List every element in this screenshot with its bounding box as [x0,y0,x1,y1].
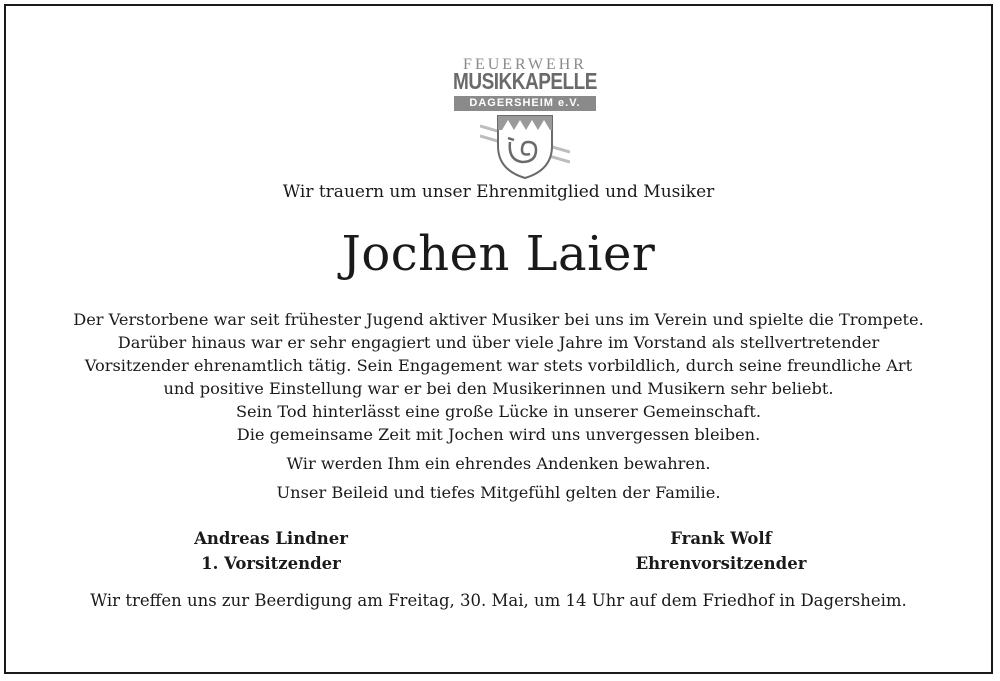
logo-line-1: FEUERWEHR [463,56,587,73]
signatory-role: Ehrenvorsitzender [635,554,807,573]
tribute-line: Sein Tod hinterlässt eine große Lücke in unserer Gemeinschaft. [235,402,762,421]
logo-line-3: DAGERSHEIM e.V. [469,97,581,109]
signatory-name: Andreas Lindner [194,529,348,548]
tribute-line: Die gemeinsame Zeit mit Jochen wird uns unvergessen bleiben. [236,425,761,444]
deceased-name: Jochen Laier [341,226,656,282]
obituary-notice [4,4,993,674]
signatory-role: 1. Vorsitzender [201,554,341,573]
signatory-honorary-chairman [606,526,836,576]
coat-of-arms-icon [480,112,570,180]
tribute-line: Darüber hinaus war er sehr engagiert und über viele Jahre im Vorstand als stellvertretender [117,333,880,352]
funeral-info: Wir treffen uns zur Beerdigung am Freitag, 30. Mai, um 14 Uhr auf dem Friedhof in Dagersheim. [90,591,907,610]
closing-line: Unser Beileid und tiefes Mitgefühl gelten der Familie. [276,483,721,502]
tribute-line: Vorsitzender ehrenamtlich tätig. Sein Engagement war stets vorbildlich, durch seine freundliche Art [84,356,913,375]
tribute-text [36,308,961,504]
club-logo [452,50,598,180]
signatory-chairman [156,526,386,576]
tribute-line: und positive Einstellung war er bei den Musikerinnen und Musikern sehr beliebt. [163,379,834,398]
closing-line: Wir werden Ihm ein ehrendes Andenken bewahren. [286,454,711,473]
tribute-line: Der Verstorbene war seit frühester Jugend aktiver Musiker bei uns im Verein und spielte die Trompete. [73,310,924,329]
logo-line-2: MUSIKKAPELLE [453,69,597,95]
signatory-name: Frank Wolf [670,529,772,548]
subtitle: Wir trauern um unser Ehrenmitglied und Musiker [282,182,715,202]
